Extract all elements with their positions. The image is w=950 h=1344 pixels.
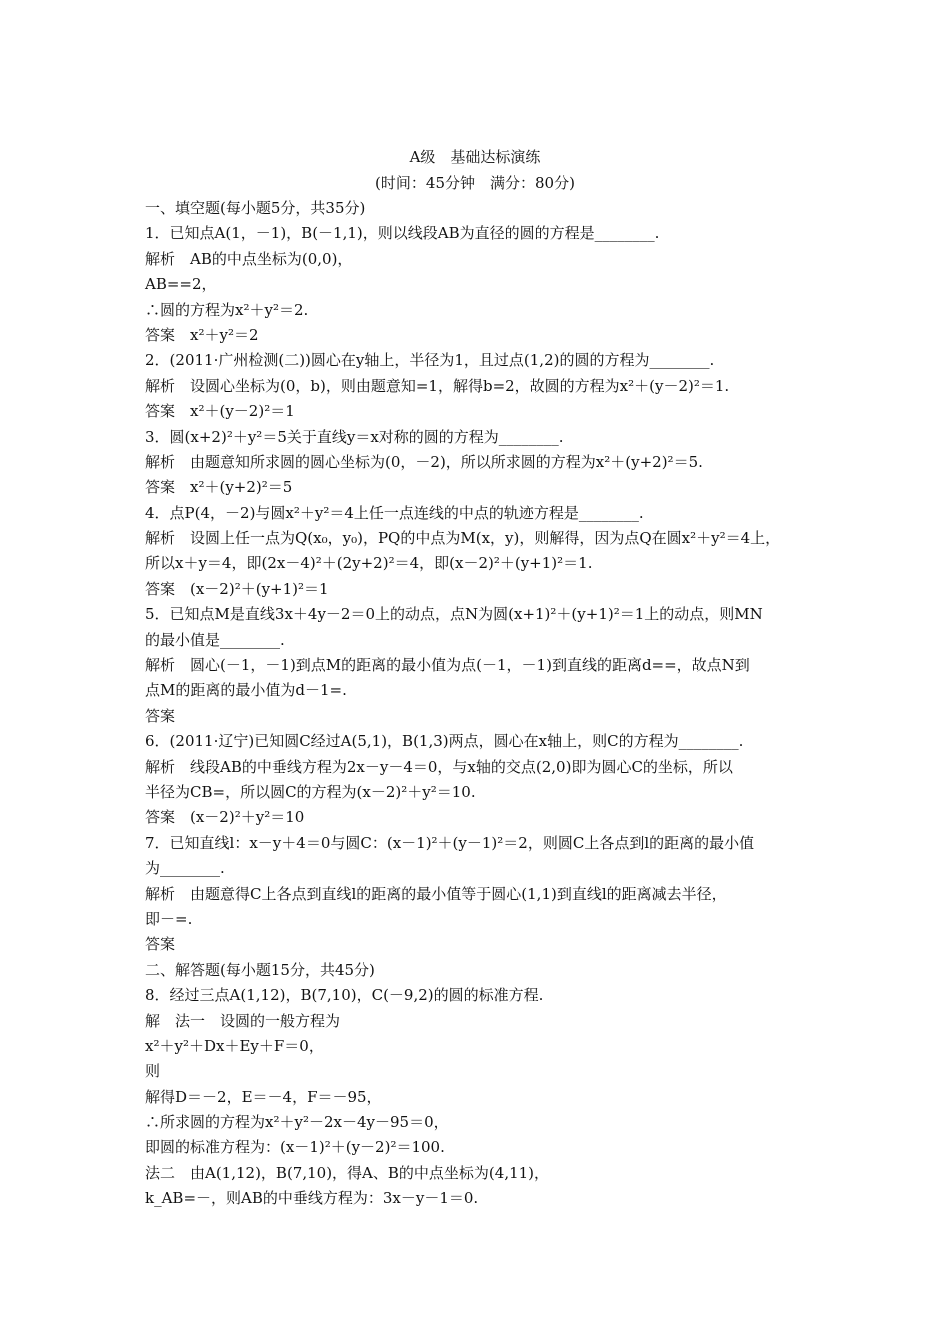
text-line: 为________. — [145, 859, 225, 878]
text-line: 答案 (x－2)²＋(y+1)²＝1 — [145, 579, 329, 598]
text-line: 2．(2011·广州检测(二))圆心在y轴上，半径为1，且过点(1,2)的圆的方程为________. — [145, 351, 715, 370]
text-line: 5．已知点M是直线3x＋4y－2＝0上的动点，点N为圆(x+1)²＋(y+1)²＝1上的动点，则MN — [145, 605, 763, 624]
text-line: 答案 — [145, 935, 176, 954]
document-body — [145, 196, 825, 1212]
text-line: 6．(2011·辽宁)已知圆C经过A(5,1)，B(1,3)两点，圆心在x轴上，则C的方程为________. — [145, 732, 744, 751]
text-line: 则 — [145, 1062, 161, 1081]
text-line: 一、填空题(每小题5分，共35分) — [145, 199, 366, 217]
text-line: 二、解答题(每小题15分，共45分) — [145, 960, 375, 979]
text-line: 即圆的标准方程为：(x－1)²＋(y－2)²＝100. — [145, 1138, 445, 1157]
text-line: 答案 x²＋y²＝2 — [145, 325, 259, 344]
text-line: ∴圆的方程为x²＋y²＝2. — [145, 300, 309, 319]
text-line: AB==2， — [145, 275, 217, 294]
text-line: 解得D＝－2，E＝－4，F＝－95， — [145, 1087, 382, 1106]
text-line: 答案 (x－2)²＋y²＝10 — [145, 808, 305, 827]
text-line: 解析 线段AB的中垂线方程为2x－y－4＝0，与x轴的交点(2,0)即为圆心C的坐标，所以 — [145, 757, 733, 776]
page-subtitle: (时间：45分钟 满分：80分) — [375, 174, 575, 192]
text-line: 1．已知点A(1，－1)，B(－1,1)，则以线段AB为直径的圆的方程是________. — [145, 224, 660, 243]
text-line: 解 法一 设圆的一般方程为 — [145, 1011, 341, 1030]
page-title: A级 基础达标演练 — [409, 148, 541, 166]
text-line: 解析 由题意知所求圆的圆心坐标为(0，－2)，所以所求圆的方程为x²＋(y+2)²＝5. — [145, 452, 703, 471]
text-line: ∴所求圆的方程为x²＋y²－2x－4y－95＝0， — [145, 1113, 449, 1132]
text-line: 3．圆(x+2)²＋y²＝5关于直线y＝x对称的圆的方程为________. — [145, 427, 564, 446]
text-line: 的最小值是________. — [145, 630, 285, 649]
text-line: 点M的距离的最小值为d－1=. — [145, 681, 347, 700]
text-line: 8．经过三点A(1,12)，B(7,10)，C(－9,2)的圆的标准方程. — [145, 986, 544, 1005]
text-line: 即－=. — [145, 909, 193, 928]
text-line: 解析 由题意得C上各点到直线l的距离的最小值等于圆心(1,1)到直线l的距离减去半径， — [145, 884, 727, 903]
text-line: 答案 x²＋(y+2)²＝5 — [145, 478, 293, 497]
text-line: 解析 圆心(－1，－1)到点M的距离的最小值为点(－1，－1)到直线的距离d==，故点N到 — [145, 656, 750, 675]
text-line: 解析 设圆心坐标为(0，b)，则由题意知=1，解得b=2，故圆的方程为x²＋(y－2)²＝1. — [145, 376, 730, 395]
text-line: 解析 AB的中点坐标为(0,0)， — [145, 249, 353, 268]
text-line: x²＋y²＋Dx＋Ey＋F＝0， — [145, 1036, 324, 1055]
text-line: 7．已知直线l：x－y＋4＝0与圆C：(x－1)²＋(y－1)²＝2，则圆C上各点到l的距离的最小值 — [145, 833, 755, 852]
text-line: 法二 由A(1,12)，B(7,10)，得A、B的中点坐标为(4,11)， — [145, 1163, 550, 1182]
text-line: 4．点P(4，－2)与圆x²＋y²＝4上任一点连线的中点的轨迹方程是________. — [145, 503, 644, 522]
text-line: 答案 x²＋(y－2)²＝1 — [145, 402, 295, 421]
text-line: k_AB=－，则AB的中垂线方程为：3x－y－1＝0. — [145, 1189, 479, 1208]
text-line: 答案 — [145, 706, 176, 725]
text-line: 解析 设圆上任一点为Q(x₀，y₀)，PQ的中点为M(x，y)，则解得，因为点Q在圆x²＋y²＝4上， — [145, 529, 781, 548]
text-line: 所以x＋y＝4，即(2x－4)²＋(2y+2)²＝4，即(x－2)²＋(y+1)²＝1. — [145, 554, 593, 573]
text-line: 半径为CB=，所以圆C的方程为(x－2)²＋y²＝10. — [145, 782, 476, 801]
